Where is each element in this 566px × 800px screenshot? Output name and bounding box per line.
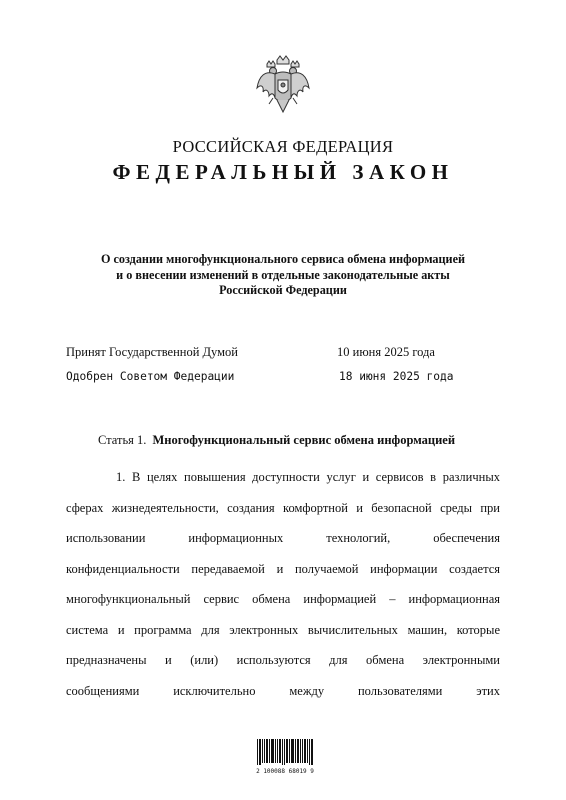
barcode-number: 2 100088 68019 9 [256,768,314,775]
coat-of-arms-icon [255,54,311,116]
law-title [60,252,506,299]
barcode-icon [255,737,315,767]
body-line: конфиденциальности передаваемой и получаемой информации создается [66,561,500,576]
article-body [66,462,500,706]
body-line: использовании информационных технологий, обеспечения [66,531,500,545]
adopted-label: Принят Государственной Думой [66,345,238,359]
body-line: 1. В целях повышения доступности услуг и сервисов в различных [116,470,500,484]
article-number: Статья 1. [98,433,147,447]
body-line: система и программа для электронных вычислительных машин, которые [66,622,500,637]
article-name: Многофункциональный сервис обмена информацией [152,433,456,447]
law-type-heading: ФЕДЕРАЛЬНЫЙ ЗАКОН [112,160,454,184]
body-line: многофункциональный сервис обмена информацией – информационная [66,592,500,606]
body-line: предназначены и (или) используются для обмена электронными [66,653,500,667]
barcode-block [255,737,315,785]
law-title-line: Российской Федерации [219,283,347,297]
law-title-line: и о внесении изменений в отдельные законодательные акты [116,267,450,282]
approved-label: Одобрен Советом Федерации [66,370,235,383]
article-heading [98,433,455,448]
law-title-line: О создании многофункционального сервиса обмена информацией [100,252,466,266]
body-line: сообщениями исключительно между пользователями этих [66,683,500,698]
body-line: сферах жизнедеятельности, создания комфортной и безопасной среды при [66,500,500,515]
approved-date: 18 июня 2025 года [339,370,454,383]
country-name: РОССИЙСКАЯ ФЕДЕРАЦИЯ [172,137,394,156]
adopted-date: 10 июня 2025 года [337,345,435,359]
